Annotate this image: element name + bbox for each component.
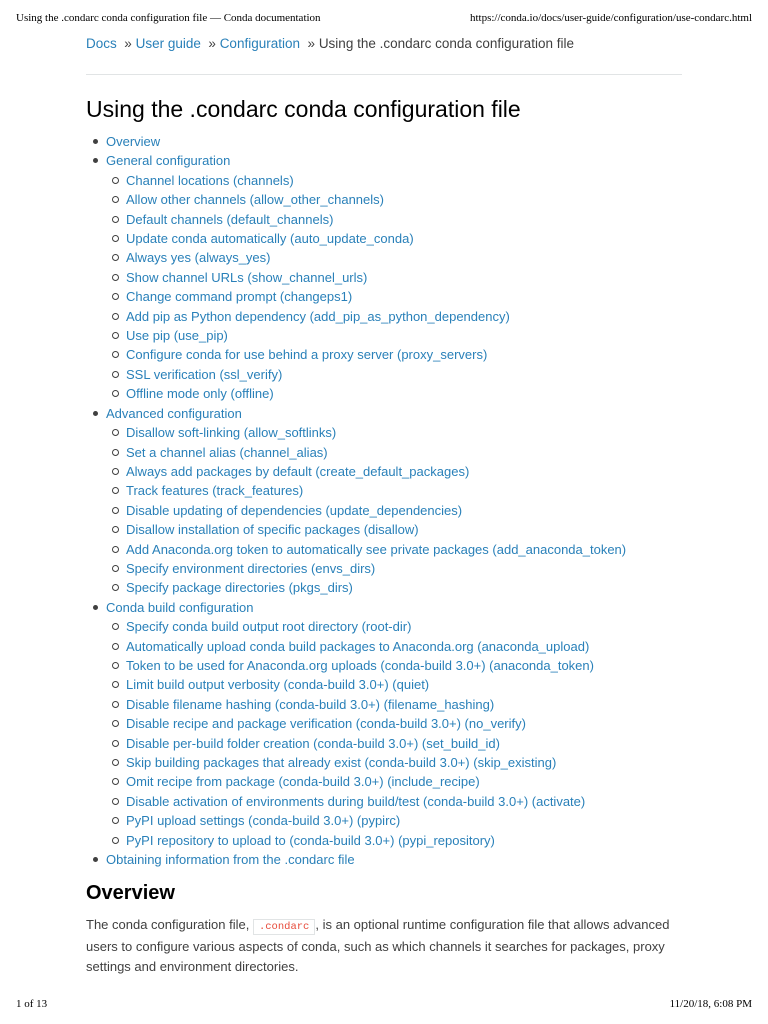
toc-sublink[interactable]: Limit build output verbosity (conda-build 3.0+) (quiet) bbox=[126, 677, 430, 693]
toc-subitem bbox=[106, 481, 682, 500]
toc-subitem bbox=[106, 248, 682, 267]
toc-sublink[interactable]: Channel locations (channels) bbox=[126, 172, 294, 188]
toc-sublink[interactable]: Always yes (always_yes) bbox=[126, 250, 271, 266]
main-content bbox=[86, 34, 682, 977]
toc-subitem bbox=[106, 811, 682, 830]
toc-sublink[interactable]: Change command prompt (changeps1) bbox=[126, 289, 353, 305]
toc-subitem bbox=[106, 753, 682, 772]
toc-sublink[interactable]: PyPI repository to upload to (conda-build 3.0+) (pypi_repository) bbox=[126, 832, 495, 848]
print-footer bbox=[0, 996, 768, 1012]
breadcrumb-configuration-link[interactable]: Configuration bbox=[219, 36, 300, 51]
breadcrumb-divider bbox=[86, 74, 682, 75]
toc-subitem bbox=[106, 831, 682, 850]
toc-sublink[interactable]: Update conda automatically (auto_update_conda) bbox=[126, 231, 414, 247]
toc-subitem bbox=[106, 501, 682, 520]
toc-sublink[interactable]: Show channel URLs (show_channel_urls) bbox=[126, 269, 368, 285]
toc-sublink[interactable]: SSL verification (ssl_verify) bbox=[126, 366, 283, 382]
toc-sublink[interactable]: Add Anaconda.org token to automatically see private packages (add_anaconda_token) bbox=[126, 541, 627, 557]
toc-sublink[interactable]: Disallow soft-linking (allow_softlinks) bbox=[126, 425, 337, 441]
print-header bbox=[0, 10, 768, 26]
toc-sublink[interactable]: Disable recipe and package verification (conda-build 3.0+) (no_verify) bbox=[126, 716, 526, 732]
page-title: Using the .condarc conda configuration file bbox=[86, 96, 521, 122]
toc-subitem bbox=[106, 772, 682, 791]
toc-subitem bbox=[106, 617, 682, 636]
toc-subitem bbox=[106, 792, 682, 811]
toc-sublink[interactable]: Use pip (use_pip) bbox=[126, 328, 228, 344]
overview-heading: Overview bbox=[86, 882, 175, 905]
toc-sublink[interactable]: Add pip as Python dependency (add_pip_as_python_dependency) bbox=[126, 308, 510, 324]
toc-item bbox=[86, 151, 682, 403]
toc-subitem bbox=[106, 307, 682, 326]
toc-sublink[interactable]: Specify environment directories (envs_dirs) bbox=[126, 560, 376, 576]
page-number: 1 of 13 bbox=[16, 998, 48, 1010]
toc-link[interactable]: General configuration bbox=[106, 153, 231, 169]
toc-sublist bbox=[106, 423, 682, 598]
toc-sublink[interactable]: Configure conda for use behind a proxy server (proxy_servers) bbox=[126, 347, 488, 363]
breadcrumb-user-guide-link[interactable]: User guide bbox=[135, 36, 201, 51]
toc-subitem bbox=[106, 520, 682, 539]
table-of-contents bbox=[86, 132, 682, 869]
toc-sublist bbox=[106, 617, 682, 850]
toc-sublist bbox=[106, 171, 682, 404]
toc-subitem bbox=[106, 326, 682, 345]
toc-subitem bbox=[106, 734, 682, 753]
toc-sublink[interactable]: Set a channel alias (channel_alias) bbox=[126, 444, 328, 460]
condarc-code: .condarc bbox=[253, 919, 315, 935]
toc-sublink[interactable]: Omit recipe from package (conda-build 3.0+) (include_recipe) bbox=[126, 774, 480, 790]
toc-subitem bbox=[106, 714, 682, 733]
toc-sublink[interactable]: Default channels (default_channels) bbox=[126, 211, 334, 227]
breadcrumb-docs-link[interactable]: Docs bbox=[86, 36, 117, 51]
toc-item bbox=[86, 850, 682, 869]
toc-subitem bbox=[106, 171, 682, 190]
toc-item bbox=[86, 598, 682, 850]
toc-subitem bbox=[106, 229, 682, 248]
toc-subitem bbox=[106, 210, 682, 229]
toc-sublink[interactable]: Disable activation of environments during build/test (conda-build 3.0+) (activate) bbox=[126, 793, 586, 809]
breadcrumb-current: Using the .condarc conda configuration file bbox=[318, 36, 574, 51]
toc-subitem bbox=[106, 268, 682, 287]
toc-sublink[interactable]: Disable per-build folder creation (conda-build 3.0+) (set_build_id) bbox=[126, 735, 500, 751]
toc-sublink[interactable]: Disable filename hashing (conda-build 3.0+) (filename_hashing) bbox=[126, 696, 495, 712]
toc-link[interactable]: Advanced configuration bbox=[106, 405, 242, 421]
toc-subitem bbox=[106, 540, 682, 559]
toc-subitem bbox=[106, 190, 682, 209]
toc-item bbox=[86, 132, 682, 151]
overview-paragraph bbox=[86, 915, 682, 977]
print-date: 11/20/18, 6:08 PM bbox=[669, 998, 752, 1010]
breadcrumb-separator: » bbox=[307, 36, 316, 51]
toc-sublink[interactable]: PyPI upload settings (conda-build 3.0+) (pypirc) bbox=[126, 813, 401, 829]
toc-link[interactable]: Conda build configuration bbox=[106, 599, 254, 615]
breadcrumb-separator: » bbox=[124, 36, 132, 51]
print-header-title: Using the .condarc conda configuration file — Conda documentation bbox=[16, 12, 321, 24]
toc-sublink[interactable]: Always add packages by default (create_default_packages) bbox=[126, 463, 470, 479]
toc-sublink[interactable]: Specify package directories (pkgs_dirs) bbox=[126, 580, 353, 596]
toc-sublink[interactable]: Disable updating of dependencies (update_dependencies) bbox=[126, 502, 463, 518]
toc-link[interactable]: Overview bbox=[106, 134, 161, 149]
toc-subitem bbox=[106, 695, 682, 714]
toc-subitem bbox=[106, 656, 682, 675]
toc-subitem bbox=[106, 559, 682, 578]
toc-link[interactable]: Obtaining information from the .condarc file bbox=[106, 852, 355, 868]
toc-item bbox=[86, 404, 682, 598]
toc-subitem bbox=[106, 462, 682, 481]
toc-subitem bbox=[106, 675, 682, 694]
toc-sublink[interactable]: Specify conda build output root directory (root-dir) bbox=[126, 619, 412, 635]
toc-sublink[interactable]: Allow other channels (allow_other_channels) bbox=[126, 192, 384, 208]
toc-subitem bbox=[106, 384, 682, 403]
toc-subitem bbox=[106, 287, 682, 306]
toc-sublink[interactable]: Offline mode only (offline) bbox=[126, 386, 274, 402]
toc-subitem bbox=[106, 637, 682, 656]
toc-sublink[interactable]: Automatically upload conda build packages to Anaconda.org (anaconda_upload) bbox=[126, 638, 590, 654]
overview-text-before: The conda configuration file, bbox=[86, 917, 253, 933]
toc-subitem bbox=[106, 423, 682, 442]
breadcrumb-separator: » bbox=[208, 36, 216, 51]
toc-subitem bbox=[106, 578, 682, 597]
overview-text-after: , is an optional runtime configuration file that allows advanced users to configure various aspects of conda, such as which channels it searches for packages, proxy settings and environment directories. bbox=[86, 917, 670, 975]
toc-subitem bbox=[106, 365, 682, 384]
breadcrumb bbox=[86, 34, 682, 54]
print-header-url: https://conda.io/docs/user-guide/configuration/use-condarc.html bbox=[469, 12, 752, 24]
toc-sublink[interactable]: Token to be used for Anaconda.org uploads (conda-build 3.0+) (anaconda_token) bbox=[126, 657, 594, 673]
toc-subitem bbox=[106, 345, 682, 364]
toc-sublink[interactable]: Track features (track_features) bbox=[126, 483, 304, 499]
toc-sublink[interactable]: Disallow installation of specific packages (disallow) bbox=[126, 522, 419, 538]
toc-subitem bbox=[106, 443, 682, 462]
toc-sublink[interactable]: Skip building packages that already exist (conda-build 3.0+) (skip_existing) bbox=[126, 755, 557, 770]
